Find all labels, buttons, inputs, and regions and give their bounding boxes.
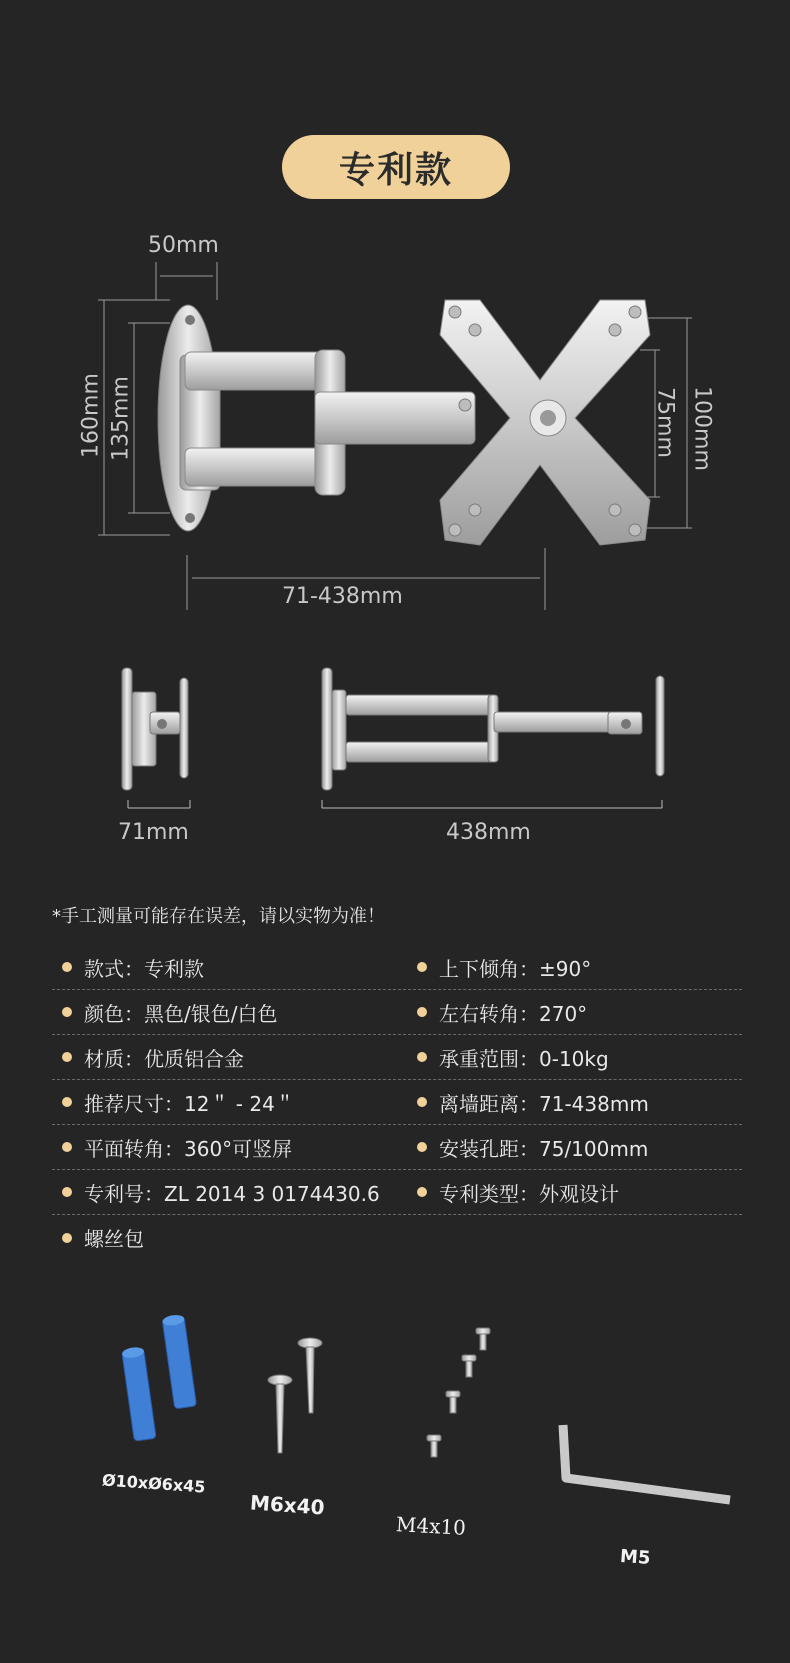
part-label-m6: M6x40: [249, 1490, 326, 1520]
spec-item: 推荐尺寸：12＂ - 24＂: [84, 1091, 295, 1116]
spec-item: 承重范围：0-10kg: [439, 1046, 609, 1071]
bullet-icon: [62, 1233, 72, 1243]
spec-item: 上下倾角：±90°: [439, 956, 592, 981]
part-label-m5: M5: [619, 1545, 652, 1570]
spec-item: 专利类型：外观设计: [439, 1181, 619, 1206]
hex-wrench-icon: [563, 1425, 730, 1500]
spec-row: [52, 1215, 742, 1260]
dim-extension: 71-438mm: [282, 584, 403, 609]
spec-table: [52, 945, 742, 1260]
spec-item: 螺丝包: [84, 1227, 144, 1251]
bullet-icon: [417, 962, 427, 972]
spec-item: 材质：优质铝合金: [84, 1046, 244, 1071]
spec-item: 安装孔距：75/100mm: [439, 1136, 649, 1161]
spec-item: 离墙距离：71-438mm: [439, 1091, 649, 1116]
screw-m6-icon: [268, 1338, 322, 1453]
wall-anchor-icon: [121, 1314, 196, 1441]
spec-row: [52, 1035, 742, 1080]
bullet-icon: [417, 1007, 427, 1017]
dim-vesa-inner: 75mm: [652, 387, 678, 458]
spec-row: [52, 1080, 742, 1125]
dim-extended: 438mm: [446, 820, 531, 845]
spec-item: 平面转角：360°可竖屏: [84, 1136, 293, 1161]
dim-depth: 50mm: [148, 233, 219, 258]
bullet-icon: [62, 1142, 72, 1152]
dim-vesa-outer: 100mm: [689, 386, 715, 471]
spec-row: [52, 990, 742, 1035]
screw-m4-icon: [427, 1328, 490, 1457]
spec-item: 左右转角：270°: [439, 1001, 588, 1026]
dim-height-inner: 135mm: [108, 376, 134, 461]
page-title: 专利款: [282, 135, 510, 199]
part-label-anchor: Ø10xØ6x45: [101, 1470, 207, 1497]
bullet-icon: [62, 962, 72, 972]
part-label-m4: M4x10: [395, 1512, 467, 1540]
bullet-icon: [417, 1052, 427, 1062]
dim-height-outer: 160mm: [78, 373, 104, 458]
bullet-icon: [62, 1052, 72, 1062]
spec-row: [52, 1125, 742, 1170]
bullet-icon: [417, 1097, 427, 1107]
spec-row: [52, 945, 742, 990]
bullet-icon: [62, 1187, 72, 1197]
bullet-icon: [417, 1187, 427, 1197]
bullet-icon: [417, 1142, 427, 1152]
measurement-note: *手工测量可能存在误差，请以实物为准！: [52, 906, 385, 927]
bullet-icon: [62, 1097, 72, 1107]
spec-row: [52, 1170, 742, 1215]
spec-item: 款式：专利款: [84, 956, 204, 981]
dim-folded: 71mm: [118, 820, 189, 845]
spec-item: 专利号：ZL 2014 3 0174430.6: [84, 1181, 380, 1206]
spec-item: 颜色：黑色/银色/白色: [84, 1001, 278, 1026]
bullet-icon: [62, 1007, 72, 1017]
